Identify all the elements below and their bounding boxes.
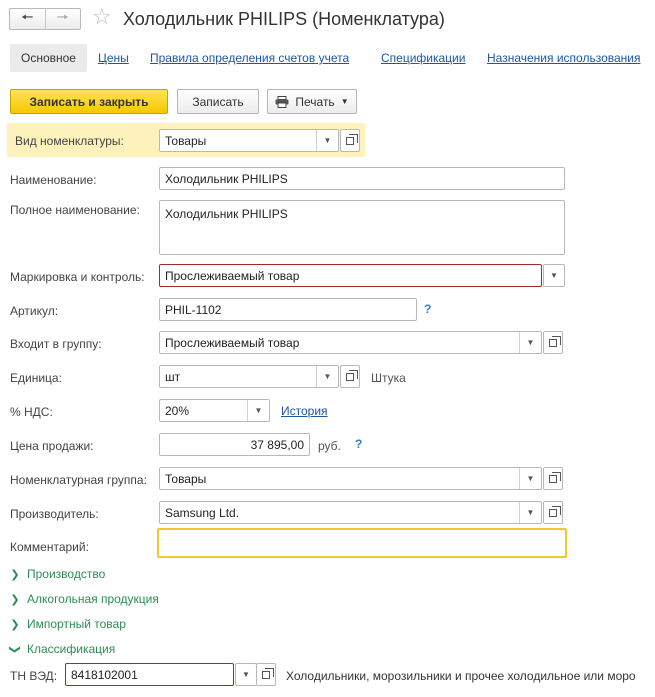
tnved-select[interactable] [65, 663, 234, 686]
nom-group-value: Товары [165, 471, 207, 486]
vat-history-link[interactable]: История [281, 404, 328, 418]
arrow-left-icon: 🠔 [21, 9, 34, 25]
unit-select[interactable] [159, 365, 339, 388]
vat-label: % НДС: [10, 405, 53, 419]
full-name-value: Холодильник PHILIPS [165, 207, 288, 221]
comment-label: Комментарий: [10, 540, 89, 554]
triangle-down-icon: ▼ [550, 271, 558, 280]
kind-value: Товары [165, 133, 207, 148]
tnved-label: ТН ВЭД: [10, 669, 58, 683]
window-title: Холодильник PHILIPS (Номенклатура) [123, 9, 445, 29]
tab-main[interactable]: Основное [10, 44, 87, 72]
nom-group-select[interactable] [159, 467, 542, 490]
article-help-icon[interactable]: ? [424, 302, 432, 316]
full-name-label: Полное наименование: [10, 203, 140, 217]
history-nav [9, 8, 81, 30]
comment-value [159, 530, 565, 556]
manufacturer-select[interactable] [159, 501, 542, 524]
article-value: PHIL-1102 [165, 302, 222, 317]
group-open-button[interactable] [543, 331, 563, 354]
star-icon[interactable]: ☆ [92, 4, 112, 29]
article-input[interactable] [159, 298, 417, 321]
printer-icon [275, 96, 289, 108]
print-label: Печать [295, 94, 335, 109]
back-button[interactable] [10, 9, 46, 29]
triangle-down-icon[interactable]: ▼ [316, 130, 338, 151]
group-import-label: Импортный товар [27, 617, 126, 631]
group-production-label: Производство [27, 567, 106, 581]
chevron-down-icon: ❯ [8, 644, 21, 654]
group-import[interactable] [10, 617, 126, 631]
triangle-down-icon[interactable]: ▼ [519, 502, 541, 523]
tnved-dropdown-button[interactable] [235, 663, 257, 686]
article-label: Артикул: [10, 304, 59, 318]
price-currency: руб. [318, 439, 341, 453]
unit-label: Единица: [10, 371, 62, 385]
full-name-textarea[interactable] [159, 200, 565, 255]
arrow-right-icon: 🠖 [56, 9, 69, 25]
marking-dropdown-button[interactable] [543, 264, 565, 287]
kind-select[interactable] [159, 129, 339, 152]
triangle-down-icon: ▼ [242, 670, 250, 679]
marking-value: Прослеживаемый товар [165, 268, 300, 283]
tnved-description: Холодильники, морозильники и прочее холодильное или моро [286, 669, 636, 683]
nom-group-label: Номенклатурная группа: [10, 473, 147, 487]
group-label: Входит в группу: [10, 337, 102, 351]
vat-value: 20% [165, 403, 190, 418]
manufacturer-open-button[interactable] [543, 501, 563, 524]
group-classification-label: Классификация [27, 642, 116, 656]
triangle-down-icon[interactable]: ▼ [247, 400, 269, 421]
price-value: 37 895,00 [250, 437, 304, 452]
tnved-open-button[interactable] [256, 663, 276, 686]
price-help-icon[interactable]: ? [355, 437, 363, 451]
tab-prices[interactable]: Цены [98, 51, 129, 65]
open-form-icon [549, 509, 557, 517]
open-form-icon [346, 373, 354, 381]
group-select[interactable] [159, 331, 542, 354]
price-label: Цена продажи: [10, 439, 94, 453]
marking-label: Маркировка и контроль: [10, 270, 145, 284]
group-value: Прослеживаемый товар [165, 335, 300, 350]
print-button[interactable] [267, 89, 357, 114]
chevron-right-icon: ❯ [10, 618, 20, 631]
group-alcohol[interactable] [10, 592, 159, 606]
save-button[interactable]: Записать [177, 89, 259, 114]
open-form-icon [549, 475, 557, 483]
nom-group-open-button[interactable] [543, 467, 563, 490]
name-input[interactable] [159, 167, 565, 190]
manufacturer-value: Samsung Ltd. [165, 505, 240, 520]
name-value: Холодильник PHILIPS [165, 171, 288, 186]
save-and-close-button[interactable]: Записать и закрыть [10, 89, 168, 114]
kind-label: Вид номенклатуры: [15, 134, 124, 148]
tnved-value: 8418102001 [71, 667, 138, 682]
unit-open-button[interactable] [340, 365, 360, 388]
tab-account-rules[interactable]: Правила определения счетов учета [150, 51, 350, 65]
triangle-down-icon[interactable]: ▼ [316, 366, 338, 387]
marking-select[interactable] [159, 264, 542, 287]
comment-input[interactable] [157, 528, 567, 558]
triangle-down-icon[interactable]: ▼ [519, 332, 541, 353]
manufacturer-label: Производитель: [10, 507, 99, 521]
triangle-down-icon: ▼ [340, 97, 349, 106]
kind-open-button[interactable] [340, 129, 360, 152]
chevron-right-icon: ❯ [10, 593, 20, 606]
open-form-icon [262, 671, 270, 679]
group-classification[interactable] [10, 642, 115, 656]
tab-usage-purposes[interactable]: Назначения использования [487, 51, 641, 65]
unit-value: шт [165, 369, 181, 384]
group-production[interactable] [10, 567, 105, 581]
open-form-icon [549, 339, 557, 347]
vat-select[interactable] [159, 399, 270, 422]
name-label: Наименование: [10, 173, 97, 187]
open-form-icon [346, 137, 354, 145]
group-alcohol-label: Алкогольная продукция [27, 592, 159, 606]
chevron-right-icon: ❯ [10, 568, 20, 581]
tab-specifications[interactable]: Спецификации [381, 51, 466, 65]
triangle-down-icon[interactable]: ▼ [519, 468, 541, 489]
unit-hint: Штука [371, 371, 406, 385]
price-input[interactable] [159, 433, 310, 456]
forward-button[interactable] [46, 9, 81, 29]
